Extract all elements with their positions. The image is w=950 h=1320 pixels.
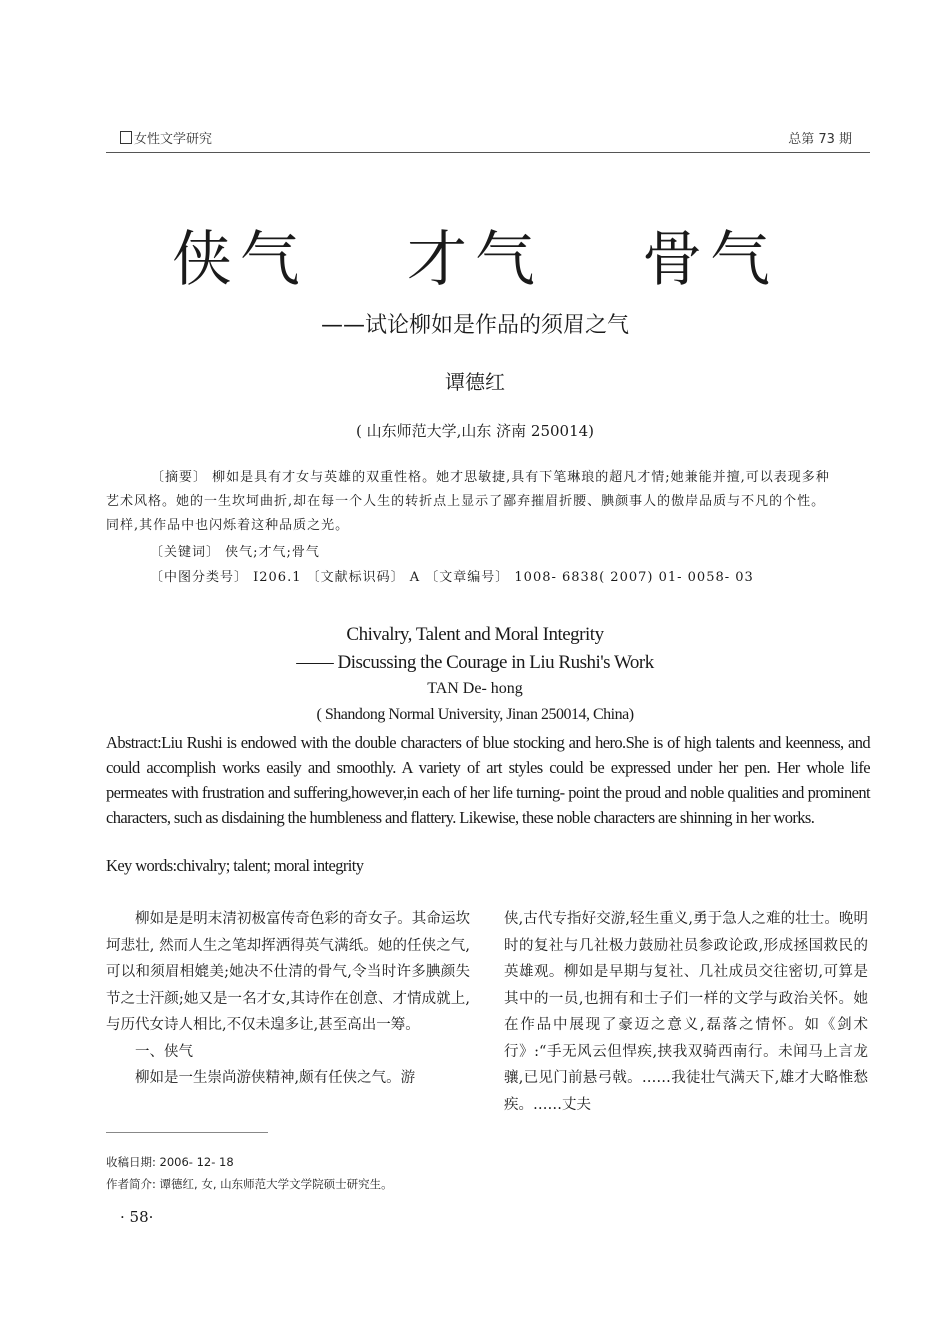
header-rule — [106, 152, 870, 153]
body-paragraph: 柳如是是明末清初极富传奇色彩的奇女子。其命运坎坷悲壮, 然而人生之笔却挥洒得英气满纸。她的任侠之气,可以和须眉相媲美;她决不仕清的骨气,令当时许多腆颜失节之士汗颜;她又是一名才女,其诗作在创意、才情成就上,与历代女诗人相比,不仅未遑多让,甚至高出一筹。 — [106, 911, 470, 1033]
title-word-1: 侠气 — [171, 225, 308, 295]
body-paragraph: 侠,古代专指好交游,轻生重义,勇于急人之难的壮士。晚明时的复社与几社极力鼓励社员参政论政,形成拯国救民的英雄观。柳如是早期与复社、几社成员交往密切,可算是其中的一员,也拥有和士子们一样的文学与政治关怀。她在作品中展现了豪迈之意义,磊落之情怀。如《剑术行》:“手无风云但悍疾,挟我双骑西南行。未闻马上言龙骧,已见门前悬弓戟。……我徒壮气满天下,雄才大略惟愁疾。……丈夫 — [504, 911, 868, 1113]
box-icon — [120, 131, 132, 144]
article-title — [0, 212, 950, 298]
english-title: Chivalry, Talent and Moral Integrity — [346, 624, 604, 645]
cn-abstract-line-1: 〔摘要〕 柳如是具有才女与英雄的双重性格。她才思敏捷,具有下笔琳琅的超凡才情;她兼能并擅,可以表现多种 — [151, 470, 830, 485]
title-word-2: 才气 — [407, 225, 543, 295]
title-word-3: 骨气 — [642, 225, 779, 295]
section-heading: 一、侠气 — [135, 1043, 193, 1060]
footnote-rule — [106, 1132, 268, 1133]
cn-abstract-line-3: 同样,其作品中也闪烁着这种品质之光。 — [106, 518, 350, 533]
running-header-journal — [120, 128, 212, 147]
english-author: TAN De- hong — [427, 680, 523, 697]
author-name: 谭德红 — [445, 370, 505, 394]
english-subtitle: —— Discussing the Courage in Liu Rushi's Work — [296, 652, 654, 673]
english-affiliation: ( Shandong Normal University, Jinan 250014, China) — [316, 706, 634, 723]
body-column-right — [504, 906, 868, 1118]
cn-abstract — [106, 466, 870, 538]
english-abstract: Abstract:Liu Rushi is endowed with the double characters of blue stocking and hero.She is of high talents and keenness, and could accomplish works easily and smoothly. A variety of art styles could be expressed under her pen. Her whole life permeates with frustration and suffering,however,in each of her life turning- point the proud and noble qualities and prominent characters, such as disdaining the humbleness and flattery. Likewise, these noble characters are shinning in her works. — [106, 733, 870, 827]
page-number: · 58· — [120, 1208, 154, 1226]
author-affiliation: ( 山东师范大学,山东 济南 250014) — [355, 422, 595, 440]
classification-line: 〔中图分类号〕 I206.1 〔文献标识码〕 A 〔文章编号〕 1008- 6838( 2007) 01- 0058- 03 — [150, 570, 754, 585]
cn-abstract-line-2: 艺术风格。她的一生坎坷曲折,却在每一个人生的转折点上显示了鄙弃摧眉折腰、腆颜事人的傲岸品质与不凡的个性。 — [106, 494, 826, 509]
journal-name: 女性文学研究 — [134, 132, 213, 147]
author-bio: 作者简介: 谭德红, 女, 山东师范大学文学院硕士研究生。 — [106, 1177, 393, 1191]
cn-keywords: 〔关键词〕 侠气;才气;骨气 — [150, 545, 320, 560]
received-date: 收稿日期: 2006- 12- 18 — [106, 1155, 234, 1169]
english-keywords: Key words:chivalry; talent; moral integrity — [106, 856, 364, 875]
body-paragraph: 柳如是一生崇尚游侠精神,颇有任侠之气。游 — [135, 1070, 416, 1086]
article-subtitle: ——试论柳如是作品的须眉之气 — [320, 313, 629, 338]
body-column-left — [106, 906, 470, 1092]
issue-number: 总第 73 期 — [788, 132, 852, 147]
